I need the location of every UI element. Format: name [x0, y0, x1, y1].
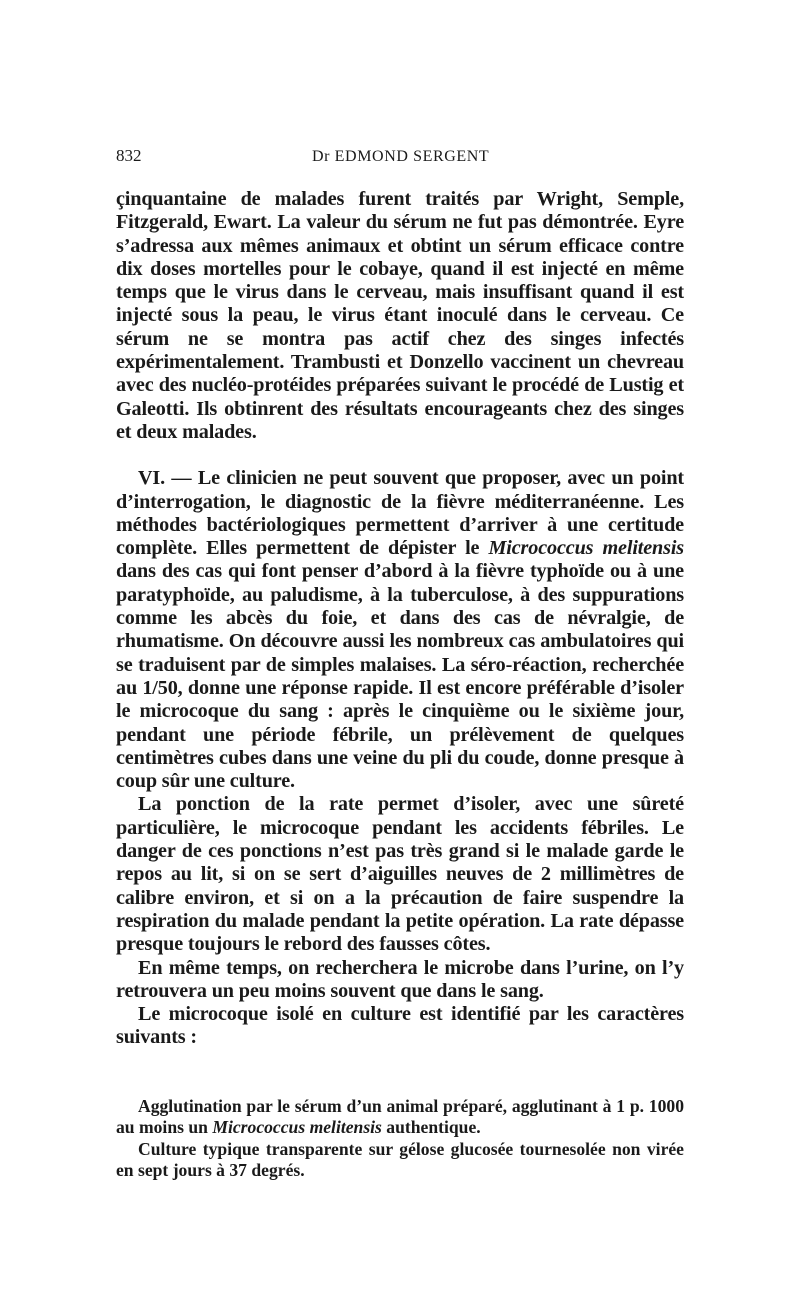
- identification-criteria: [116, 1096, 684, 1182]
- italic-term: Micrococcus melitensis: [488, 537, 684, 560]
- text-run: En même temps, on recherchera le microbe dans l’urine, on l’y retrouvera un peu moins souvent que dans le sang.: [116, 956, 684, 1002]
- text-run: Le microcoque isolé en culture est identifié par les caractères suivants :: [116, 1003, 684, 1049]
- text-run: authentique.: [381, 1117, 481, 1138]
- page-number: 832: [116, 146, 142, 165]
- paragraph-diagnosis: [116, 467, 684, 793]
- text-run: çinquantaine de malades furent traités par Wright, Semple, Fitzgerald, Ewart. La valeur du sérum ne fut pas démontrée. Eyre s’adressa aux mêmes animaux et obtint un sérum efficace contre dix doses mortelles pour le cobaye, quand il est injecté en même temps que le virus dans le cerveau, mais insuffisant quand il est injecté sous la peau, le virus étant inoculé dans le cerveau. Ce sérum ne se montra pas actif chez des singes infectés expérimentalement. Trambusti et Donzello vaccinent un chevreau avec des nucléo-protéides préparées suivant le procédé de Lustig et Galeotti. Ils obtinrent des résultats encourageants chez des singes et deux malades.: [116, 188, 684, 443]
- criterion-agglutination: [116, 1096, 684, 1139]
- criterion-culture: [116, 1139, 684, 1182]
- text-run: La ponction de la rate permet d’isoler, avec une sûreté particulière, le microcoque pendant les accidents fébriles. Le danger de ces ponctions n’est pas très grand si le malade garde le repos au lit, si on se sert d’aiguilles neuves de 2 millimètres de calibre environ, et si on a la précaution de faire suspendre la respiration du malade pendant la petite opération. La rate dépasse presque toujours le rebord des fausses côtes.: [116, 793, 684, 956]
- paragraph-serum: [116, 188, 684, 444]
- italic-term: Micrococcus melitensis: [212, 1117, 382, 1138]
- text-run: Agglutination par le sérum d’un animal préparé, agglutinant à 1 p. 1000 au moins un: [116, 1095, 684, 1138]
- running-header: [116, 146, 684, 168]
- paragraph-identification: [116, 1003, 684, 1050]
- page-content: [116, 146, 684, 1182]
- running-title: Dr EDMOND SERGENT: [312, 148, 490, 165]
- paragraph-urine: [116, 957, 684, 1004]
- text-run: VI. — Le clinicien ne peut souvent que proposer, avec un point d’interrogation, le diagnostic de la fièvre méditerranéenne. Les méthodes bactériologiques permettent d’arriver à une certitude complète. Elles permettent de dépister le: [116, 467, 684, 560]
- text-run: Culture typique transparente sur gélose glucosée tournesolée non virée en sept jours à 37 degrés.: [116, 1138, 684, 1181]
- paragraph-spleen-puncture: [116, 793, 684, 956]
- text-run: dans des cas qui font penser d’abord à la fièvre typhoïde ou à une paratyphoïde, au paludisme, à la tuberculose, à des suppurations comme les abcès du foie, et dans des cas de névralgie, de rhumatisme. On découvre aussi les nombreux cas ambulatoires qui se traduisent par de simples malaises. La séro-réaction, recherchée au 1/50, donne une réponse rapide. Il est encore préférable d’isoler le microcoque du sang : après le cinquième ou le sixième jour, pendant une période fébrile, un prélèvement de quelques centimètres cubes dans une veine du pli du coude, donne presque à coup sûr une culture.: [116, 560, 684, 793]
- main-text: [116, 188, 684, 1050]
